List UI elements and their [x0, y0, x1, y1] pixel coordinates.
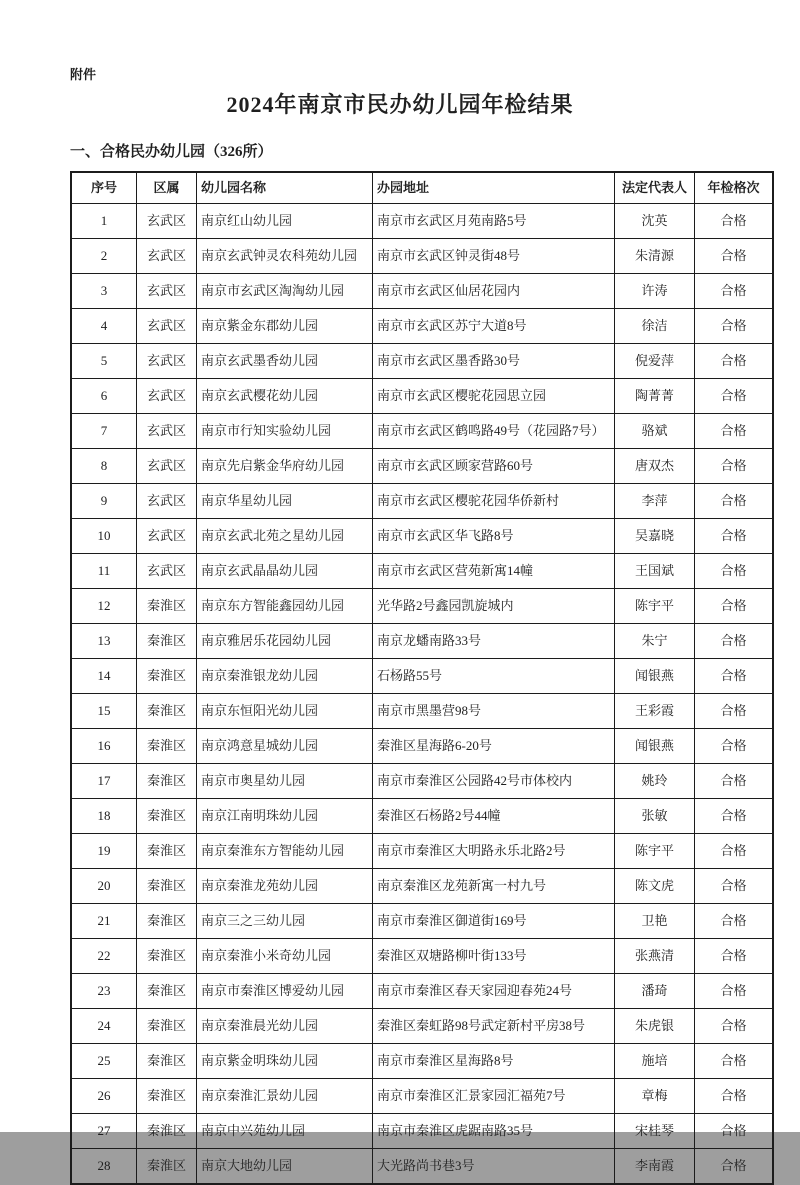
- cell-grade: 合格: [695, 484, 774, 519]
- cell-grade: 合格: [695, 974, 774, 1009]
- inspection-result-table: [70, 171, 774, 1185]
- cell-index: 17: [71, 764, 137, 799]
- cell-kindergarten-name: 南京市奥星幼儿园: [197, 764, 373, 799]
- cell-representative: 徐洁: [615, 309, 695, 344]
- cell-district: 玄武区: [137, 344, 197, 379]
- column-header-grade: 年检格次: [695, 172, 774, 204]
- cell-district: 秦淮区: [137, 729, 197, 764]
- cell-address: 南京市秦淮区大明路永乐北路2号: [373, 834, 615, 869]
- cell-grade: 合格: [695, 729, 774, 764]
- cell-address: 南京市秦淮区春天家园迎春苑24号: [373, 974, 615, 1009]
- cell-address: 秦淮区秦虹路98号武定新村平房38号: [373, 1009, 615, 1044]
- table-row: [71, 379, 773, 414]
- cell-grade: 合格: [695, 589, 774, 624]
- cell-address: 南京市黑墨营98号: [373, 694, 615, 729]
- cell-address: 南京市玄武区樱驼花园思立园: [373, 379, 615, 414]
- cell-district: 秦淮区: [137, 974, 197, 1009]
- cell-kindergarten-name: 南京雅居乐花园幼儿园: [197, 624, 373, 659]
- cell-grade: 合格: [695, 624, 774, 659]
- cell-district: 玄武区: [137, 449, 197, 484]
- cell-address: 南京市玄武区墨香路30号: [373, 344, 615, 379]
- cell-kindergarten-name: 南京玄武北苑之星幼儿园: [197, 519, 373, 554]
- cell-representative: 陈宇平: [615, 589, 695, 624]
- attachment-label: 附件: [70, 67, 97, 82]
- cell-index: 22: [71, 939, 137, 974]
- cell-address: 南京市玄武区苏宁大道8号: [373, 309, 615, 344]
- cell-district: 玄武区: [137, 484, 197, 519]
- cell-kindergarten-name: 南京秦淮小米奇幼儿园: [197, 939, 373, 974]
- table-row: [71, 834, 773, 869]
- cell-kindergarten-name: 南京市秦淮区博爱幼儿园: [197, 974, 373, 1009]
- cell-grade: 合格: [695, 1044, 774, 1079]
- table-row: [71, 624, 773, 659]
- cell-kindergarten-name: 南京鸿意星城幼儿园: [197, 729, 373, 764]
- cell-representative: 闻银燕: [615, 659, 695, 694]
- cell-district: 秦淮区: [137, 624, 197, 659]
- cell-representative: 卫艳: [615, 904, 695, 939]
- cell-representative: 朱宁: [615, 624, 695, 659]
- cell-district: 秦淮区: [137, 1009, 197, 1044]
- table-row: [71, 974, 773, 1009]
- table-row: [71, 1079, 773, 1114]
- table-row: [71, 904, 773, 939]
- cell-index: 11: [71, 554, 137, 589]
- cell-representative: 潘琦: [615, 974, 695, 1009]
- cell-grade: 合格: [695, 379, 774, 414]
- cell-address: 南京市秦淮区虎踞南路35号: [373, 1114, 615, 1149]
- cell-index: 26: [71, 1079, 137, 1114]
- cell-kindergarten-name: 南京红山幼儿园: [197, 204, 373, 239]
- cell-grade: 合格: [695, 1079, 774, 1114]
- table-row: [71, 869, 773, 904]
- page-title: 2024年南京市民办幼儿园年检结果: [226, 92, 574, 117]
- cell-representative: 闻银燕: [615, 729, 695, 764]
- cell-district: 秦淮区: [137, 1114, 197, 1149]
- cell-address: 南京市玄武区樱驼花园华侨新村: [373, 484, 615, 519]
- cell-kindergarten-name: 南京玄武钟灵农科苑幼儿园: [197, 239, 373, 274]
- cell-district: 秦淮区: [137, 589, 197, 624]
- cell-representative: 姚玲: [615, 764, 695, 799]
- cell-grade: 合格: [695, 239, 774, 274]
- cell-address: 石杨路55号: [373, 659, 615, 694]
- cell-grade: 合格: [695, 939, 774, 974]
- column-header-index: 序号: [71, 172, 137, 204]
- cell-address: 光华路2号鑫园凯旋城内: [373, 589, 615, 624]
- column-header-representative: 法定代表人: [615, 172, 695, 204]
- cell-representative: 沈英: [615, 204, 695, 239]
- cell-kindergarten-name: 南京东方智能鑫园幼儿园: [197, 589, 373, 624]
- column-header-district: 区属: [137, 172, 197, 204]
- cell-kindergarten-name: 南京东恒阳光幼儿园: [197, 694, 373, 729]
- cell-representative: 朱清源: [615, 239, 695, 274]
- table-header: [71, 172, 773, 204]
- table-row: [71, 554, 773, 589]
- cell-grade: 合格: [695, 309, 774, 344]
- table-row: [71, 1009, 773, 1044]
- table-row: [71, 449, 773, 484]
- cell-grade: 合格: [695, 554, 774, 589]
- table-row: [71, 519, 773, 554]
- cell-district: 秦淮区: [137, 799, 197, 834]
- table-row: [71, 659, 773, 694]
- table-row: [71, 589, 773, 624]
- cell-district: 秦淮区: [137, 764, 197, 799]
- cell-representative: 张敏: [615, 799, 695, 834]
- table-body: [71, 204, 773, 1185]
- cell-index: 13: [71, 624, 137, 659]
- cell-grade: 合格: [695, 869, 774, 904]
- cell-index: 5: [71, 344, 137, 379]
- cell-district: 秦淮区: [137, 869, 197, 904]
- table-row: [71, 344, 773, 379]
- table-row: [71, 204, 773, 239]
- cell-representative: 李萍: [615, 484, 695, 519]
- cell-representative: 唐双杰: [615, 449, 695, 484]
- cell-index: 7: [71, 414, 137, 449]
- cell-kindergarten-name: 南京市行知实验幼儿园: [197, 414, 373, 449]
- cell-district: 玄武区: [137, 519, 197, 554]
- cell-district: 秦淮区: [137, 939, 197, 974]
- cell-index: 16: [71, 729, 137, 764]
- cell-grade: 合格: [695, 694, 774, 729]
- cell-index: 18: [71, 799, 137, 834]
- table-row: [71, 1114, 773, 1149]
- cell-kindergarten-name: 南京先启紫金华府幼儿园: [197, 449, 373, 484]
- table-row: [71, 274, 773, 309]
- cell-kindergarten-name: 南京秦淮银龙幼儿园: [197, 659, 373, 694]
- cell-representative: 施培: [615, 1044, 695, 1079]
- cell-kindergarten-name: 南京秦淮晨光幼儿园: [197, 1009, 373, 1044]
- cell-index: 23: [71, 974, 137, 1009]
- cell-district: 秦淮区: [137, 1149, 197, 1185]
- cell-address: 南京市秦淮区公园路42号市体校内: [373, 764, 615, 799]
- cell-district: 秦淮区: [137, 904, 197, 939]
- cell-representative: 许涛: [615, 274, 695, 309]
- cell-address: 南京市秦淮区御道街169号: [373, 904, 615, 939]
- cell-district: 玄武区: [137, 414, 197, 449]
- table-row: [71, 1149, 773, 1185]
- cell-representative: 倪爱萍: [615, 344, 695, 379]
- cell-kindergarten-name: 南京紫金东郡幼儿园: [197, 309, 373, 344]
- cell-index: 25: [71, 1044, 137, 1079]
- table-row: [71, 799, 773, 834]
- cell-index: 27: [71, 1114, 137, 1149]
- cell-kindergarten-name: 南京三之三幼儿园: [197, 904, 373, 939]
- cell-kindergarten-name: 南京玄武墨香幼儿园: [197, 344, 373, 379]
- cell-district: 秦淮区: [137, 1044, 197, 1079]
- cell-index: 12: [71, 589, 137, 624]
- table-row: [71, 309, 773, 344]
- cell-index: 15: [71, 694, 137, 729]
- cell-grade: 合格: [695, 834, 774, 869]
- cell-representative: 朱虎银: [615, 1009, 695, 1044]
- cell-kindergarten-name: 南京秦淮汇景幼儿园: [197, 1079, 373, 1114]
- cell-representative: 李南霞: [615, 1149, 695, 1185]
- cell-index: 9: [71, 484, 137, 519]
- table-header-row: [71, 172, 773, 204]
- cell-district: 玄武区: [137, 204, 197, 239]
- cell-address: 大光路尚书巷3号: [373, 1149, 615, 1185]
- cell-grade: 合格: [695, 1009, 774, 1044]
- cell-grade: 合格: [695, 904, 774, 939]
- column-header-name: 幼儿园名称: [197, 172, 373, 204]
- cell-address: 南京市玄武区鹤鸣路49号（花园路7号）: [373, 414, 615, 449]
- cell-index: 8: [71, 449, 137, 484]
- cell-kindergarten-name: 南京秦淮东方智能幼儿园: [197, 834, 373, 869]
- cell-index: 19: [71, 834, 137, 869]
- cell-grade: 合格: [695, 1114, 774, 1149]
- cell-district: 秦淮区: [137, 694, 197, 729]
- cell-kindergarten-name: 南京玄武晶晶幼儿园: [197, 554, 373, 589]
- cell-district: 玄武区: [137, 309, 197, 344]
- table-row: [71, 239, 773, 274]
- cell-kindergarten-name: 南京中兴苑幼儿园: [197, 1114, 373, 1149]
- cell-representative: 章梅: [615, 1079, 695, 1114]
- cell-kindergarten-name: 南京秦淮龙苑幼儿园: [197, 869, 373, 904]
- table-row: [71, 1044, 773, 1079]
- cell-grade: 合格: [695, 274, 774, 309]
- cell-district: 玄武区: [137, 274, 197, 309]
- cell-address: 南京市玄武区仙居花园内: [373, 274, 615, 309]
- cell-representative: 骆斌: [615, 414, 695, 449]
- cell-index: 28: [71, 1149, 137, 1185]
- cell-district: 玄武区: [137, 379, 197, 414]
- cell-representative: 王彩霞: [615, 694, 695, 729]
- cell-address: 南京秦淮区龙苑新寓一村九号: [373, 869, 615, 904]
- cell-district: 秦淮区: [137, 834, 197, 869]
- cell-address: 南京市玄武区顾家营路60号: [373, 449, 615, 484]
- cell-index: 6: [71, 379, 137, 414]
- cell-representative: 吴嘉晓: [615, 519, 695, 554]
- cell-district: 玄武区: [137, 239, 197, 274]
- cell-representative: 宋桂琴: [615, 1114, 695, 1149]
- cell-index: 14: [71, 659, 137, 694]
- cell-district: 秦淮区: [137, 1079, 197, 1114]
- cell-address: 秦淮区石杨路2号44幢: [373, 799, 615, 834]
- cell-grade: 合格: [695, 519, 774, 554]
- cell-grade: 合格: [695, 764, 774, 799]
- cell-kindergarten-name: 南京大地幼儿园: [197, 1149, 373, 1185]
- table-row: [71, 484, 773, 519]
- cell-address: 南京市秦淮区汇景家园汇福苑7号: [373, 1079, 615, 1114]
- cell-address: 南京市玄武区月苑南路5号: [373, 204, 615, 239]
- cell-index: 20: [71, 869, 137, 904]
- cell-representative: 张燕清: [615, 939, 695, 974]
- cell-representative: 陈宇平: [615, 834, 695, 869]
- cell-kindergarten-name: 南京市玄武区淘淘幼儿园: [197, 274, 373, 309]
- table-row: [71, 764, 773, 799]
- section-heading: 一、合格民办幼儿园（326所）: [70, 144, 273, 160]
- cell-representative: 陶菁菁: [615, 379, 695, 414]
- cell-address: 南京市玄武区营苑新寓14幢: [373, 554, 615, 589]
- cell-kindergarten-name: 南京华星幼儿园: [197, 484, 373, 519]
- table-row: [71, 694, 773, 729]
- table-row: [71, 729, 773, 764]
- cell-address: 秦淮区双塘路柳叶街133号: [373, 939, 615, 974]
- cell-address: 秦淮区星海路6-20号: [373, 729, 615, 764]
- column-header-address: 办园地址: [373, 172, 615, 204]
- cell-representative: 陈文虎: [615, 869, 695, 904]
- cell-grade: 合格: [695, 1149, 774, 1185]
- cell-index: 2: [71, 239, 137, 274]
- cell-grade: 合格: [695, 449, 774, 484]
- cell-index: 3: [71, 274, 137, 309]
- cell-address: 南京市玄武区钟灵街48号: [373, 239, 615, 274]
- cell-index: 24: [71, 1009, 137, 1044]
- cell-grade: 合格: [695, 204, 774, 239]
- cell-grade: 合格: [695, 414, 774, 449]
- cell-address: 南京龙蟠南路33号: [373, 624, 615, 659]
- cell-district: 秦淮区: [137, 659, 197, 694]
- cell-district: 玄武区: [137, 554, 197, 589]
- table-row: [71, 414, 773, 449]
- cell-grade: 合格: [695, 344, 774, 379]
- cell-address: 南京市秦淮区星海路8号: [373, 1044, 615, 1079]
- cell-index: 4: [71, 309, 137, 344]
- cell-index: 1: [71, 204, 137, 239]
- cell-kindergarten-name: 南京江南明珠幼儿园: [197, 799, 373, 834]
- table-row: [71, 939, 773, 974]
- cell-kindergarten-name: 南京玄武樱花幼儿园: [197, 379, 373, 414]
- cell-index: 21: [71, 904, 137, 939]
- cell-address: 南京市玄武区华飞路8号: [373, 519, 615, 554]
- cell-grade: 合格: [695, 799, 774, 834]
- cell-representative: 王国斌: [615, 554, 695, 589]
- cell-grade: 合格: [695, 659, 774, 694]
- cell-kindergarten-name: 南京紫金明珠幼儿园: [197, 1044, 373, 1079]
- cell-index: 10: [71, 519, 137, 554]
